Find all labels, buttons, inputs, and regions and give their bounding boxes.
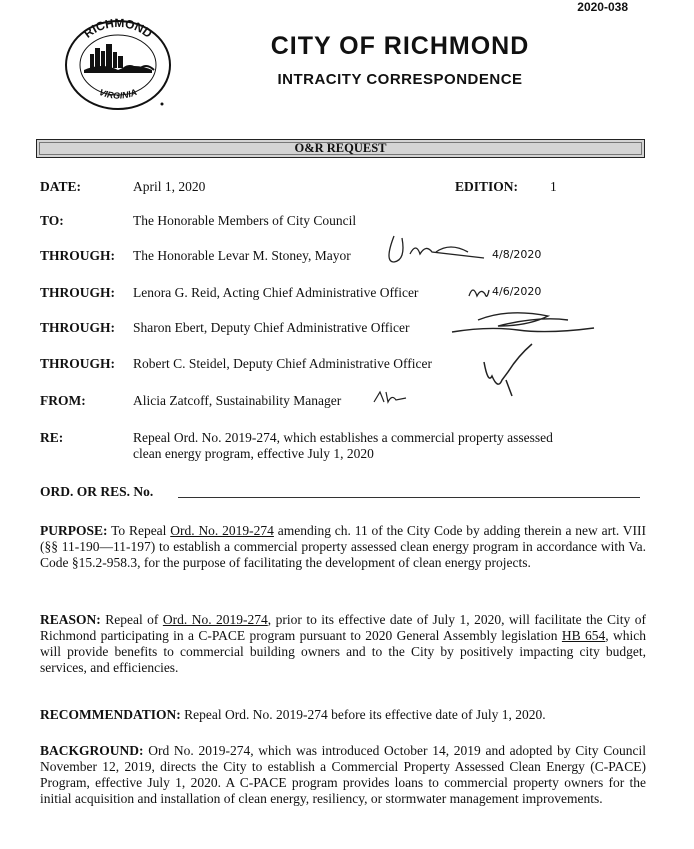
recommendation-text: Repeal Ord. No. 2019-274 before its effective date of July 1, 2020. bbox=[180, 707, 546, 722]
through-value-4: Robert C. Steidel, Deputy Chief Administrative Officer bbox=[133, 356, 432, 371]
edition-value: 1 bbox=[550, 179, 557, 194]
seal-bottom-text: VIRGINIA bbox=[97, 86, 139, 101]
city-title: CITY OF RICHMOND bbox=[270, 32, 530, 60]
ord-link-reason: Ord. No. 2019-274 bbox=[162, 612, 268, 627]
banner-label: O&R REQUEST bbox=[294, 141, 387, 155]
through-value-2: Lenora G. Reid, Acting Chief Administrative Officer bbox=[133, 285, 419, 300]
through-value-3: Sharon Ebert, Deputy Chief Administrative Officer bbox=[133, 320, 410, 335]
seal-top-text: RICHMOND bbox=[81, 18, 155, 41]
through-date-1: 4/8/2020 bbox=[492, 248, 542, 261]
re-line-1: Repeal Ord. No. 2019-274, which establishes a commercial property assessed bbox=[133, 430, 553, 445]
reason-paragraph bbox=[40, 612, 646, 676]
correspondence-subtitle: INTRACITY CORRESPONDENCE bbox=[277, 71, 523, 88]
ord-link-purpose: Ord. No. 2019-274 bbox=[170, 523, 274, 538]
purpose-paragraph bbox=[40, 523, 646, 571]
to-value: The Honorable Members of City Council bbox=[133, 213, 357, 228]
from-initials-signature bbox=[372, 388, 412, 408]
reason-text-mid: , prior to its effective date of July 1, 2020, will facilitate the City of Richmond participating in a C-PACE program pursuant to 2020 General Assembly legislation bbox=[40, 612, 646, 643]
ord-res-blank-line bbox=[178, 497, 640, 498]
reason-text-pre: Repeal of bbox=[100, 612, 163, 627]
cao-initials-signature bbox=[465, 282, 491, 304]
through-date-2: 4/6/2020 bbox=[492, 285, 542, 298]
through-value-1: The Honorable Levar M. Stoney, Mayor bbox=[133, 248, 351, 263]
city-seal-logo bbox=[62, 18, 174, 112]
re-line-2: clean energy program, effective July 1, 2020 bbox=[133, 446, 374, 461]
ord-res-label: ORD. OR RES. No. bbox=[40, 484, 154, 499]
to-label: TO: bbox=[40, 213, 64, 228]
date-value: April 1, 2020 bbox=[133, 179, 206, 194]
date-label: DATE: bbox=[40, 179, 82, 194]
recommendation-label: RECOMMENDATION: bbox=[40, 707, 181, 722]
edition-label: EDITION: bbox=[455, 179, 519, 194]
from-value: Alicia Zatcoff, Sustainability Manager bbox=[133, 393, 342, 408]
hb654-link: HB 654 bbox=[561, 628, 606, 643]
re-label: RE: bbox=[40, 430, 64, 445]
background-paragraph bbox=[40, 743, 646, 807]
purpose-text-pre: To Repeal bbox=[107, 523, 171, 538]
purpose-label: PURPOSE: bbox=[40, 523, 108, 538]
reason-text-post: , which will provide benefits to commercial building owners and to the City by positively impacting city budget, services, and efficiencies. bbox=[40, 628, 646, 675]
through-label-4: THROUGH: bbox=[40, 356, 116, 371]
through-label-3: THROUGH: bbox=[40, 320, 116, 335]
mayor-signature bbox=[380, 232, 490, 266]
document-number: 2020-038 bbox=[577, 0, 628, 14]
from-label: FROM: bbox=[40, 393, 86, 408]
through-label-2: THROUGH: bbox=[40, 285, 116, 300]
background-label: BACKGROUND: bbox=[40, 743, 144, 758]
deputy-cao-signature-2 bbox=[478, 340, 538, 398]
purpose-text-post: amending ch. 11 of the City Code by adding therein a new art. VIII (§§ 11-190—11-197) to establish a commercial property assessed clean energy program in accordance with Va. Code §15.2-958.3, for the purpose of facilitating the development of clean energy projects. bbox=[40, 523, 647, 570]
reason-label: REASON: bbox=[40, 612, 101, 627]
through-label-1: THROUGH: bbox=[40, 248, 116, 263]
deputy-cao-signature-1 bbox=[448, 306, 598, 342]
recommendation-paragraph bbox=[40, 707, 646, 723]
background-text: Ord No. 2019-274, which was introduced October 14, 2019 and adopted by City Council November 12, 2019, directs the City to establish a Commercial Property Assessed Clean Energy (C-PACE) Program, effective July 1, 2020. A C-PACE program provides loans to commercial property owners for the initial acquisition and installation of clean energy, resiliency, or stormwater management improvements. bbox=[40, 743, 646, 806]
request-banner bbox=[36, 139, 645, 158]
